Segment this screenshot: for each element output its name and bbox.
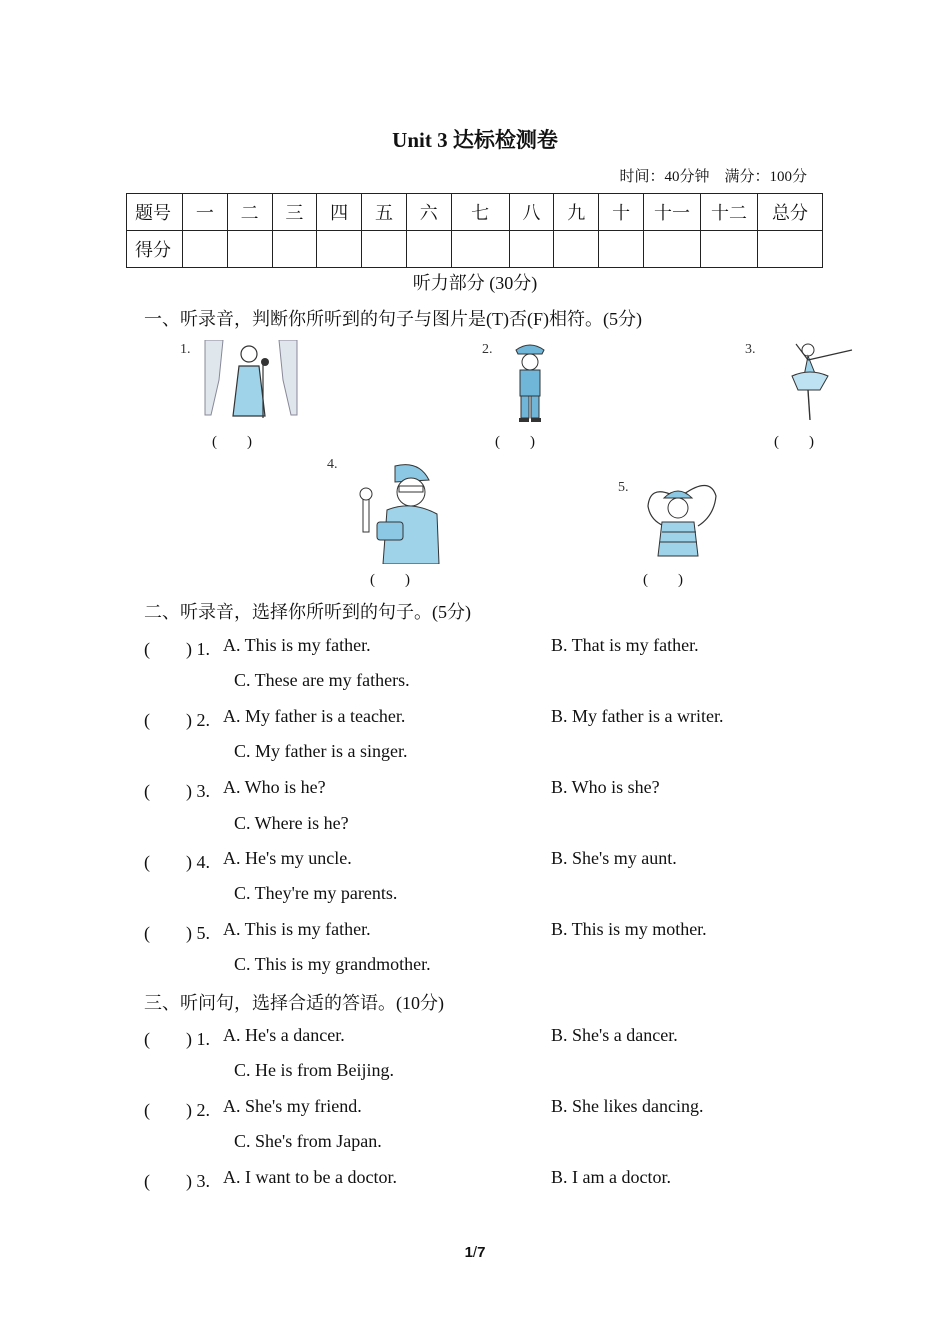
score-cell[interactable] [451,231,509,268]
worker-with-wrench-icon [357,462,441,564]
question-lead: ( ) 4. [144,852,210,872]
option-b: B. My father is a writer. [551,706,724,726]
score-cell[interactable] [554,231,599,268]
singer-icon [203,340,299,420]
option-a: A. I want to be a doctor. [223,1167,397,1187]
score-table [126,193,823,268]
question-lead: ( ) 1. [144,639,210,659]
item-number: 2. [482,342,493,357]
score-cell[interactable] [227,231,272,268]
page-number [0,1244,950,1261]
page-separator: / [472,1244,478,1261]
option-c: C. He is from Beijing. [234,1060,394,1080]
score-cell[interactable] [406,231,451,268]
answer-blank[interactable]: ( ) [370,572,410,588]
table-cell: 总分 [758,194,823,231]
option-a: A. My father is a teacher. [223,706,406,726]
option-c: C. My father is a singer. [234,741,408,761]
table-cell: 十一 [644,194,701,231]
section-3-title: 三、听问句，选择合适的答语。(10分) [144,993,444,1013]
table-cell: 六 [406,194,451,231]
table-cell: 得分 [127,231,183,268]
option-a: A. He's a dancer. [223,1025,345,1045]
option-c: C. They're my parents. [234,883,398,903]
option-a: A. This is my father. [223,635,371,655]
exam-meta: 时间：40分钟 满分：100分 [619,169,807,185]
score-table-score-row [127,231,823,268]
option-b: B. That is my father. [551,635,699,655]
table-cell: 一 [183,194,228,231]
section-1-title: 一、听录音，判断你所听到的句子与图片是(T)否(F)相符。(5分) [144,309,642,329]
answer-blank[interactable]: ( ) [212,434,252,450]
score-cell[interactable] [599,231,644,268]
page-title: Unit 3 达标检测卷 [392,128,558,152]
question-lead: ( ) 5. [144,923,210,943]
score-table-header-row [127,194,823,231]
table-cell: 十 [599,194,644,231]
score-cell[interactable] [317,231,362,268]
score-cell[interactable] [509,231,554,268]
police-officer-icon [508,340,552,424]
item-number: 4. [327,457,338,472]
table-cell: 八 [509,194,554,231]
table-cell: 五 [362,194,407,231]
answer-blank[interactable]: ( ) [774,434,814,450]
option-c: C. This is my grandmother. [234,954,431,974]
option-c: C. These are my fathers. [234,670,410,690]
question-lead: ( ) 2. [144,1100,210,1120]
option-a: A. Who is he? [223,777,326,797]
table-cell: 九 [554,194,599,231]
table-cell: 二 [227,194,272,231]
table-cell: 三 [272,194,317,231]
score-cell[interactable] [272,231,317,268]
section-2-title: 二、听录音，选择你所听到的句子。(5分) [144,602,471,622]
option-b: B. She likes dancing. [551,1096,704,1116]
answer-blank[interactable]: ( ) [643,572,683,588]
option-a: A. She's my friend. [223,1096,362,1116]
page-current: 1 [464,1244,473,1261]
option-b: B. She's my aunt. [551,848,677,868]
item-number: 3. [745,342,756,357]
question-lead: ( ) 1. [144,1029,210,1049]
opera-performer-icon [640,476,720,562]
listening-header: 听力部分 (30分) [412,273,538,293]
score-cell[interactable] [701,231,758,268]
option-a: A. He's my uncle. [223,848,352,868]
page-total: 7 [477,1244,486,1261]
option-a: A. This is my father. [223,919,371,939]
score-cell[interactable] [644,231,701,268]
option-b: B. This is my mother. [551,919,707,939]
option-c: C. Where is he? [234,813,349,833]
option-c: C. She's from Japan. [234,1131,382,1151]
table-cell: 题号 [127,194,183,231]
ballet-dancer-icon [782,340,854,426]
option-b: B. She's a dancer. [551,1025,678,1045]
option-b: B. Who is she? [551,777,660,797]
table-cell: 十二 [701,194,758,231]
table-cell: 七 [451,194,509,231]
question-lead: ( ) 2. [144,710,210,730]
question-lead: ( ) 3. [144,781,210,801]
table-cell: 四 [317,194,362,231]
item-number: 5. [618,480,629,495]
score-cell[interactable] [183,231,228,268]
answer-blank[interactable]: ( ) [495,434,535,450]
score-cell[interactable] [362,231,407,268]
option-b: B. I am a doctor. [551,1167,671,1187]
score-cell[interactable] [758,231,823,268]
question-lead: ( ) 3. [144,1171,210,1191]
item-number: 1. [180,342,191,357]
